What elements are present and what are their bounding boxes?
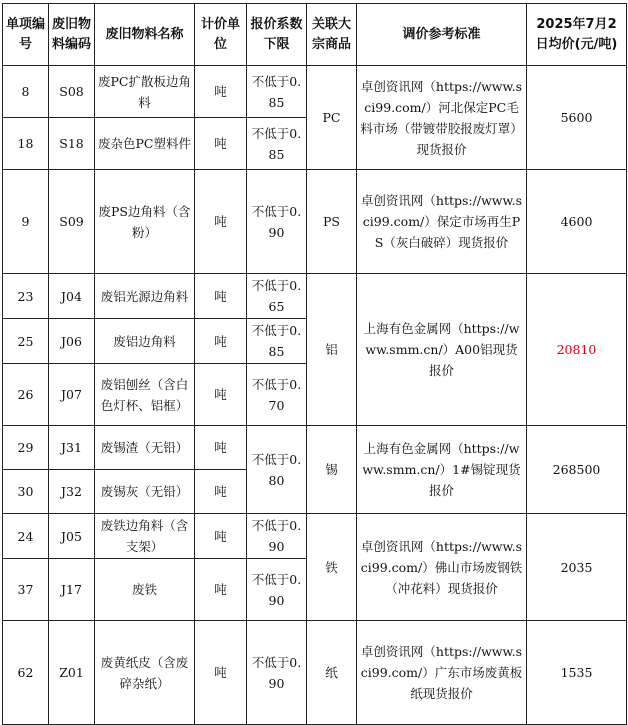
commodity-cell: PC	[307, 66, 357, 170]
code-cell: J17	[49, 559, 95, 621]
unit-cell: 吨	[195, 470, 247, 514]
header-unit: 计价单位	[195, 4, 247, 66]
header-avg-price: 2025年7月2日均价(元/吨)	[527, 4, 627, 66]
price-table	[2, 3, 627, 725]
item-no-cell: 29	[3, 426, 49, 470]
code-cell: J31	[49, 426, 95, 470]
item-no-cell: 8	[3, 66, 49, 118]
header-code: 废旧物料编码	[49, 4, 95, 66]
unit-cell: 吨	[195, 364, 247, 426]
commodity-cell: 铝	[307, 274, 357, 426]
unit-cell: 吨	[195, 170, 247, 274]
item-no-cell: 25	[3, 319, 49, 364]
code-cell: S18	[49, 118, 95, 170]
commodity-cell: 铁	[307, 514, 357, 621]
name-cell: 废黄纸皮（含废碎杂纸）	[95, 621, 195, 725]
coef-cell: 不低于0.80	[247, 426, 307, 514]
header-commodity: 关联大宗商品	[307, 4, 357, 66]
table-row	[3, 621, 627, 725]
coef-cell: 不低于0.90	[247, 514, 307, 559]
table-row	[3, 274, 627, 319]
table-row	[3, 426, 627, 470]
commodity-cell: PS	[307, 170, 357, 274]
unit-cell: 吨	[195, 118, 247, 170]
price-cell: 4600	[527, 170, 627, 274]
coef-cell: 不低于0.70	[247, 364, 307, 426]
code-cell: J04	[49, 274, 95, 319]
table-row	[3, 514, 627, 559]
price-cell: 5600	[527, 66, 627, 170]
unit-cell: 吨	[195, 66, 247, 118]
price-cell: 1535	[527, 621, 627, 725]
code-cell: S09	[49, 170, 95, 274]
standard-cell: 上海有色金属网（https://www.smm.cn/）A00铝现货报价	[357, 274, 527, 426]
item-no-cell: 37	[3, 559, 49, 621]
price-cell: 268500	[527, 426, 627, 514]
unit-cell: 吨	[195, 514, 247, 559]
table-row	[3, 170, 627, 274]
name-cell: 废PC扩散板边角料	[95, 66, 195, 118]
price-cell: 20810	[527, 274, 627, 426]
coef-cell: 不低于0.90	[247, 621, 307, 725]
standard-cell: 卓创资讯网（https://www.sci99.com/）河北保定PC毛料市场（带镀带胶报废灯罩）现货报价	[357, 66, 527, 170]
unit-cell: 吨	[195, 274, 247, 319]
name-cell: 废锡灰（无铅）	[95, 470, 195, 514]
coef-cell: 不低于0.90	[247, 170, 307, 274]
code-cell: S08	[49, 66, 95, 118]
commodity-cell: 锡	[307, 426, 357, 514]
name-cell: 废PS边角料（含粉）	[95, 170, 195, 274]
item-no-cell: 30	[3, 470, 49, 514]
coef-cell: 不低于0.85	[247, 319, 307, 364]
unit-cell: 吨	[195, 319, 247, 364]
coef-cell: 不低于0.65	[247, 274, 307, 319]
item-no-cell: 9	[3, 170, 49, 274]
code-cell: J06	[49, 319, 95, 364]
commodity-cell: 纸	[307, 621, 357, 725]
code-cell: J07	[49, 364, 95, 426]
coef-cell: 不低于0.85	[247, 118, 307, 170]
item-no-cell: 24	[3, 514, 49, 559]
name-cell: 废铁	[95, 559, 195, 621]
standard-cell: 上海有色金属网（https://www.smm.cn/）1#锡锭现货报价	[357, 426, 527, 514]
header-item-no: 单项编号	[3, 4, 49, 66]
unit-cell: 吨	[195, 426, 247, 470]
coef-cell: 不低于0.85	[247, 66, 307, 118]
standard-cell: 卓创资讯网（https://www.sci99.com/）广东市场废黄板纸现货报价	[357, 621, 527, 725]
item-no-cell: 18	[3, 118, 49, 170]
name-cell: 废铁边角料（含支架）	[95, 514, 195, 559]
code-cell: Z01	[49, 621, 95, 725]
name-cell: 废杂色PC塑料件	[95, 118, 195, 170]
header-row	[3, 4, 627, 66]
unit-cell: 吨	[195, 559, 247, 621]
item-no-cell: 23	[3, 274, 49, 319]
standard-cell: 卓创资讯网（https://www.sci99.com/）保定市场再生PS（灰白破碎）现货报价	[357, 170, 527, 274]
coef-cell: 不低于0.90	[247, 559, 307, 621]
name-cell: 废铝边角料	[95, 319, 195, 364]
item-no-cell: 26	[3, 364, 49, 426]
standard-cell: 卓创资讯网（https://www.sci99.com/）佛山市场废钢铁（冲花料）现货报价	[357, 514, 527, 621]
code-cell: J32	[49, 470, 95, 514]
item-no-cell: 62	[3, 621, 49, 725]
unit-cell: 吨	[195, 621, 247, 725]
table-row	[3, 66, 627, 118]
price-cell: 2035	[527, 514, 627, 621]
table-body	[3, 66, 627, 725]
name-cell: 废铝光源边角料	[95, 274, 195, 319]
code-cell: J05	[49, 514, 95, 559]
header-standard: 调价参考标准	[357, 4, 527, 66]
header-coef: 报价系数下限	[247, 4, 307, 66]
name-cell: 废锡渣（无铅）	[95, 426, 195, 470]
header-name: 废旧物料名称	[95, 4, 195, 66]
name-cell: 废铝刨丝（含白色灯杯、铝框）	[95, 364, 195, 426]
